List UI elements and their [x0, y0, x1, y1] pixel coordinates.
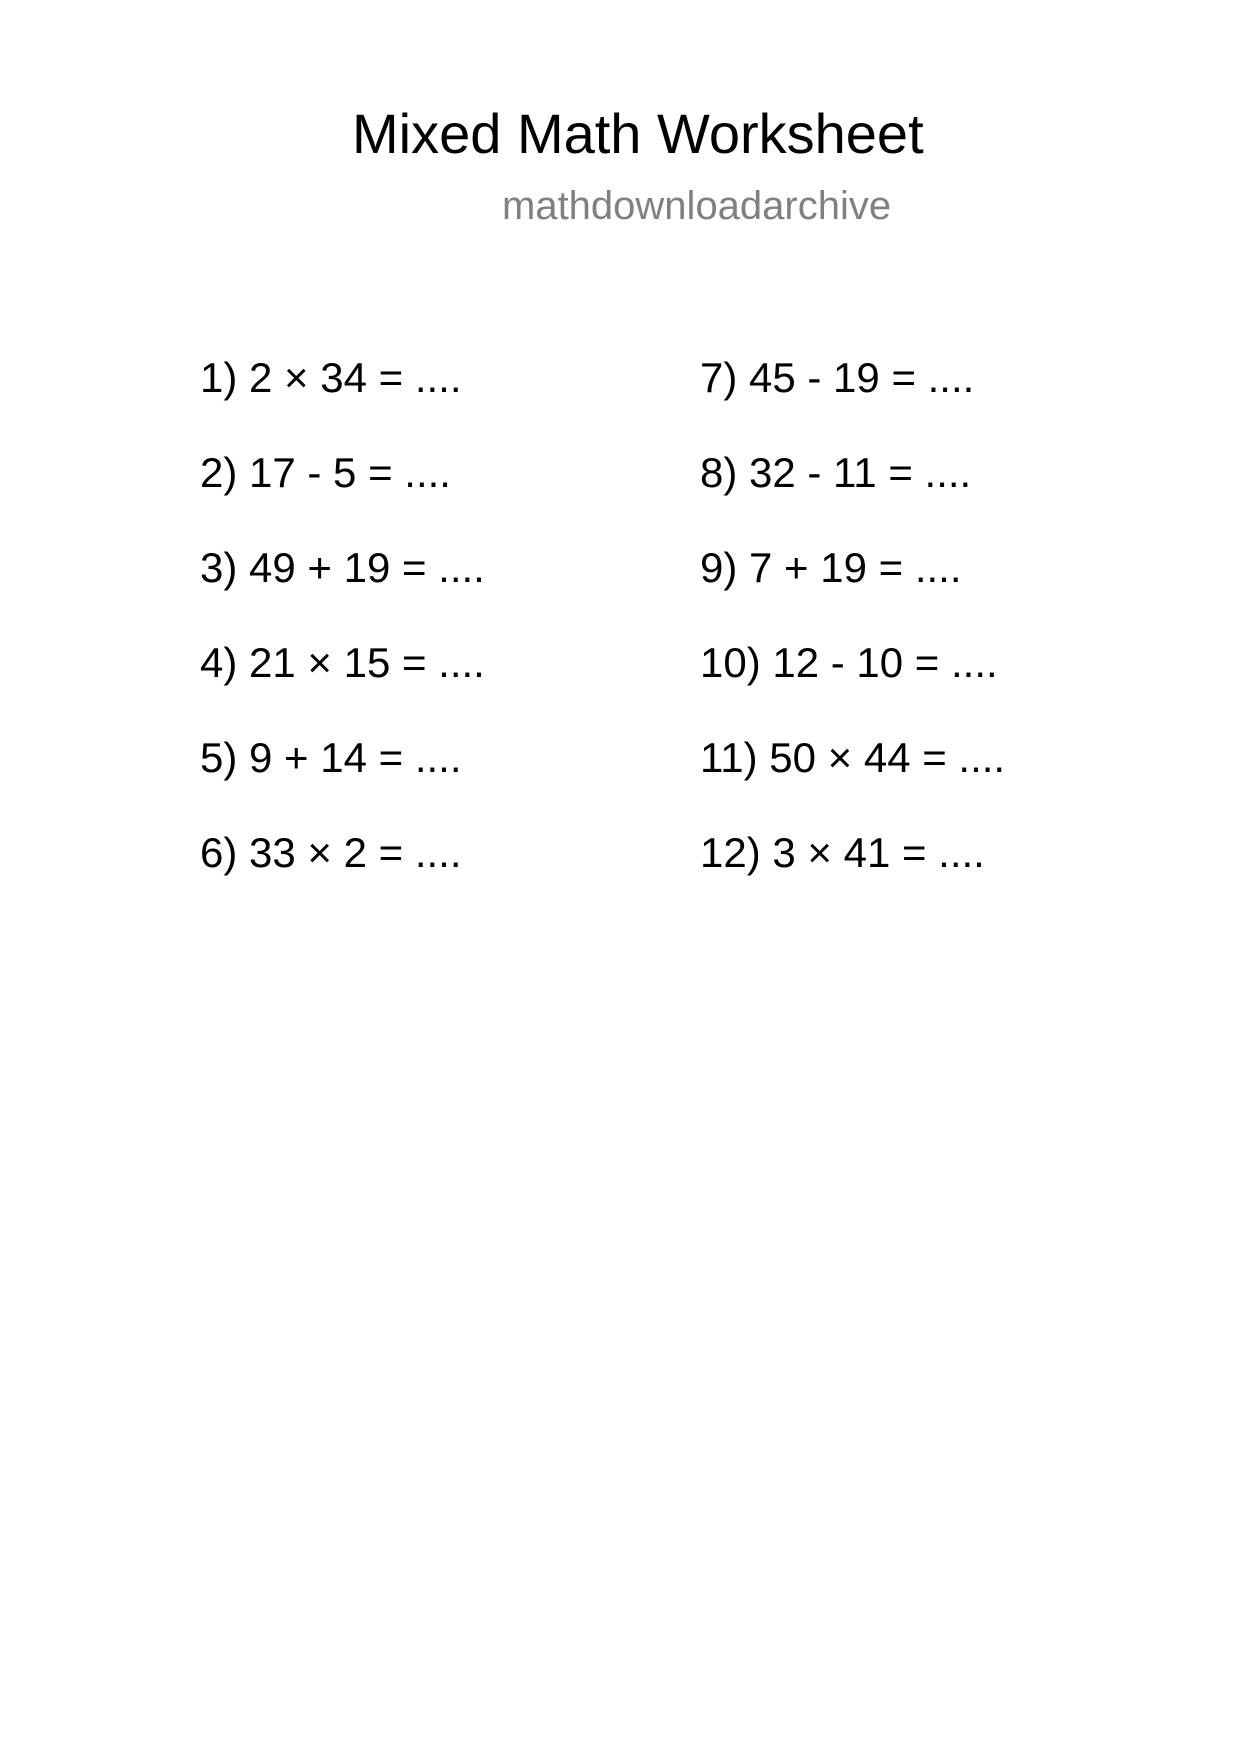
problem-column-right	[700, 348, 1005, 918]
problem-column-left	[200, 348, 485, 918]
problem-3: 3) 49 + 19 = ....	[200, 544, 485, 591]
problem-8: 8) 32 - 11 = ....	[700, 449, 972, 496]
problem-1: 1) 2 × 34 = ....	[200, 354, 462, 401]
source-label: mathdownloadarchive	[502, 184, 892, 228]
problem-4: 4) 21 × 15 = ....	[200, 639, 485, 686]
problem-9: 9) 7 + 19 = ....	[700, 544, 962, 591]
problem-5: 5) 9 + 14 = ....	[200, 734, 462, 781]
problem-10: 10) 12 - 10 = ....	[700, 639, 998, 686]
problem-7: 7) 45 - 19 = ....	[700, 354, 975, 401]
problem-6: 6) 33 × 2 = ....	[200, 829, 462, 876]
problem-2: 2) 17 - 5 = ....	[200, 449, 451, 496]
page-title: Mixed Math Worksheet	[352, 102, 924, 165]
problem-11: 11) 50 × 44 = ....	[700, 734, 1006, 781]
problem-12: 12) 3 × 41 = ....	[700, 829, 985, 876]
